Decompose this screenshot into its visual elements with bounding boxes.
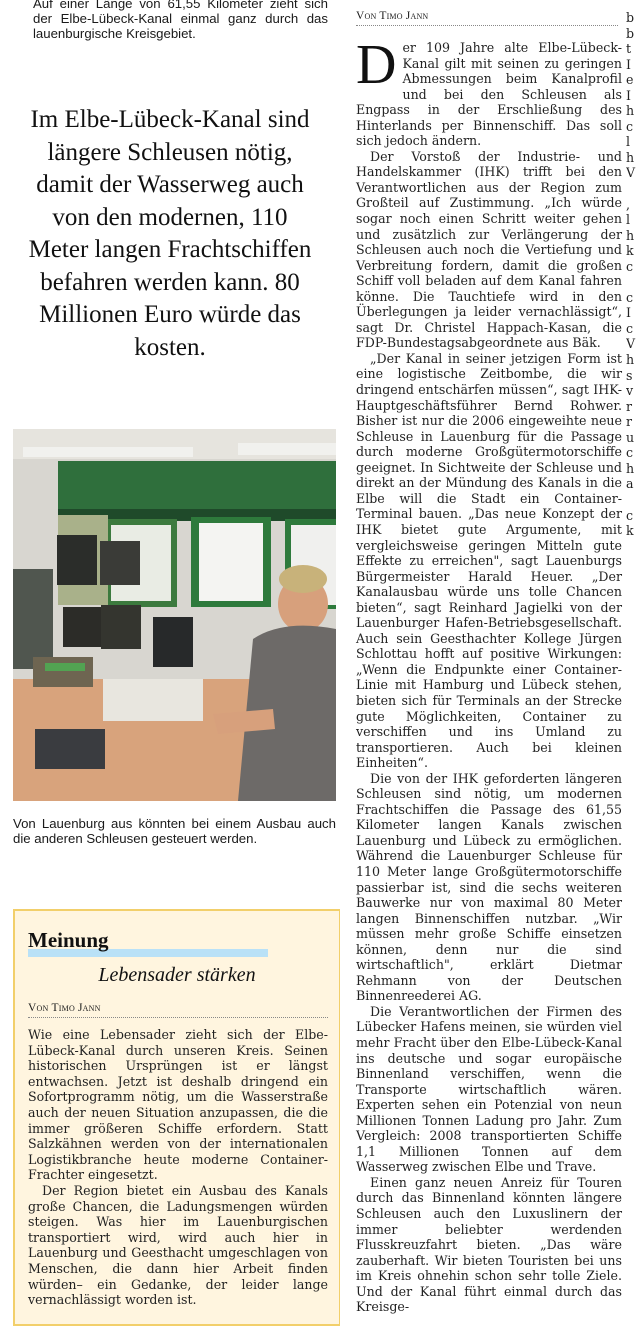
map-caption: Auf einer Länge von 61,55 Kilometer zieht sich der Elbe-Lübeck-Kanal einmal ganz durch das lauenburgische Kreisgebiet. — [33, 0, 328, 41]
opinion-section-heading: Meinung — [28, 928, 109, 952]
opinion-heading-wrap — [28, 927, 109, 953]
opinion-paragraph: Wie eine Lebensader zieht sich der Elbe-Lübeck-Kanal durch unseren Kreis. Seinen historischen Ursprüngen ist er längst entwachsen. Jetzt ist deshalb dringend ein Sofortprogramm nötig, um die Wasserstraße auch der neuen Situation anzupassen, die die immer größeren Schiffe erfordern. Statt Salzkähnen werden von der internationalen Logistikbranche heute moderne Container-Frachter eingesetzt. — [28, 1027, 328, 1183]
article-paragraph: Die Verantwortlichen der Firmen des Lübecker Hafens meinen, sie würden viel mehr Fracht über den Elbe-Lübeck-Kanal ins deutsche und sogar europäische Binnenland verschiffen, wenn die Transporte wirtschaftlich wären. Experten sehen ein Potenzial von neun Millionen Tonnen Ladung pro Jahr. Zum Vergleich: 2008 transportierten Schiffe 1,1 Millionen Tonnen auf dem Wasserweg zwischen Elbe und Trave. — [356, 1003, 622, 1175]
byline-author: Timo Jann — [379, 10, 429, 22]
article-body — [356, 34, 622, 1315]
opinion-box — [13, 909, 340, 1326]
clipped-next-column: b b t I e I h c l h V , l h k c c I c V h s v r r u c h a c k — [626, 10, 636, 539]
opinion-paragraph: Der Region bietet ein Ausbau des Kanals große Chancen, die Ladungsmengen würden steigen. Was hier im Lauenburgischen transportiert wird, wird auch hier in Lauenburg und Geesthacht umgeschlagen von Menschen, die dann hier Arbeit finden würden– ein Gedanke, der leider lange vernachlässigt worden ist. — [28, 1182, 328, 1308]
byline-author: Timo Jann — [51, 1002, 101, 1014]
opinion-title: Lebensader stärken — [98, 964, 256, 986]
article-paragraph: „Der Kanal in seiner jetzigen Form ist eine logistische Zeitbombe, die wir dringend entschärfen müssen“, sagt IHK-Hauptgeschäftsführer Bernd Rohwer. Bisher ist nur die 2006 eingeweihte neue Schleuse in Lauenburg für die Passage durch moderne Großgütermotorschiffe geeignet. In Sichtweite der Schleuse und direkt an der Mündung des Kanals in die Elbe will die Stadt ein Container-Terminal bauen. „Das neue Konzept der IHK bietet gute Argumente, mit vergleichsweise geringen Mitteln gute Effekte zu erreichen", sagt Lauenburgs Bürgermeister Harald Heuer. „Der Kanalausbau würde uns tolle Chancen bieten“, sagt Reinhard Jagielki von der Lauenburger Hafen-Betriebsgesellschaft. Auch sein Geesthachter Kollege Jürgen Schlottau hofft auf positive Wirkungen: „Wenn die Endpunkte einer Container-Linie mit Hamburg und Lübeck stehen, bieten sich für Terminals an der Strecke gute Möglichkeiten, Container zu verschiffen und ins Umland zu transportieren. Auch bei kleinen Einheiten“. — [356, 350, 622, 771]
photo-control-room — [13, 429, 336, 801]
opinion-byline — [28, 1002, 328, 1018]
pull-quote: Im Elbe-Lübeck-Kanal sind längere Schleusen nötig, damit der Wasserweg auch von den modernen, 110 Meter langen Frachtschiffen befahren werden kann. 80 Millionen Euro würde das kosten. — [28, 106, 312, 361]
byline-prefix: Von — [28, 1002, 49, 1014]
article-paragraph — [356, 34, 622, 149]
opinion-body — [28, 1027, 328, 1308]
article-photo — [13, 429, 336, 801]
article-lead-text: er 109 Jahre alte Elbe-Lübeck-Kanal gilt mit seinen zu geringen Abmessungen beim Kanalprofil und bei den Schleusen als Engpass in der Erschließung des Hinterlands per Binnenschiff. Das soll sich jedoch ändern. — [356, 40, 622, 149]
article-paragraph: Der Vorstoß der Industrie- und Handelskammer (IHK) trifft bei den Verantwortlichen aus der Region zum Großteil auf Zustimmung. „Ich würde sogar noch einen Schritt weiter gehen und zusätzlich zur Verlängerung der Schleusen auch noch die Vertiefung und Verbreitung fordern, damit die großen Schiff voll beladen auf dem Kanal fahren könne. Die Tauchtiefe wird in den Überlegungen ja leider vernachlässigt“, sagt Dr. Christel Happach-Kasan, die FDP-Bundestagsabgeordnete aus Bäk. — [356, 148, 622, 351]
article-paragraph: Einen ganz neuen Anreiz für Touren durch das Binnenland könnten längere Schleusen auch den Luxuslinern der immer beliebter werdenden Flusskreuzfahrt bieten. „Das wäre zauberhaft. Wir bieten Touristen bei uns im Kreis ohnehin schon sehr tolle Ziele. Und der Kanal führt einmal durch das Kreisge- — [356, 1174, 622, 1315]
byline-prefix: Von — [356, 10, 377, 22]
photo-caption: Von Lauenburg aus könnten bei einem Ausbau auch die anderen Schleusen gesteuert werden. — [13, 816, 336, 846]
article-paragraph: Die von der IHK geforderten längeren Schleusen sind nötig, um modernen Frachtschiffen die Passage des 61,55 Kilometer langen Kanals zwischen Lauenburg und Lübeck zu ermöglichen. Während die Lauenburger Schleuse für 110 Meter lange Großgütermotorschiffe passierbar ist, sind die sechs weiteren Bauwerke nur von maximal 80 Meter langen Binnenschiffen nutzbar. „Wir müssen mehr große Schiffe einsetzen können, denn nur die sind wirtschaftlich", erklärt Dietmar Rehmann von der Deutschen Binnenreederei AG. — [356, 770, 622, 1004]
drop-cap: D — [356, 34, 397, 96]
article-byline — [356, 10, 618, 26]
